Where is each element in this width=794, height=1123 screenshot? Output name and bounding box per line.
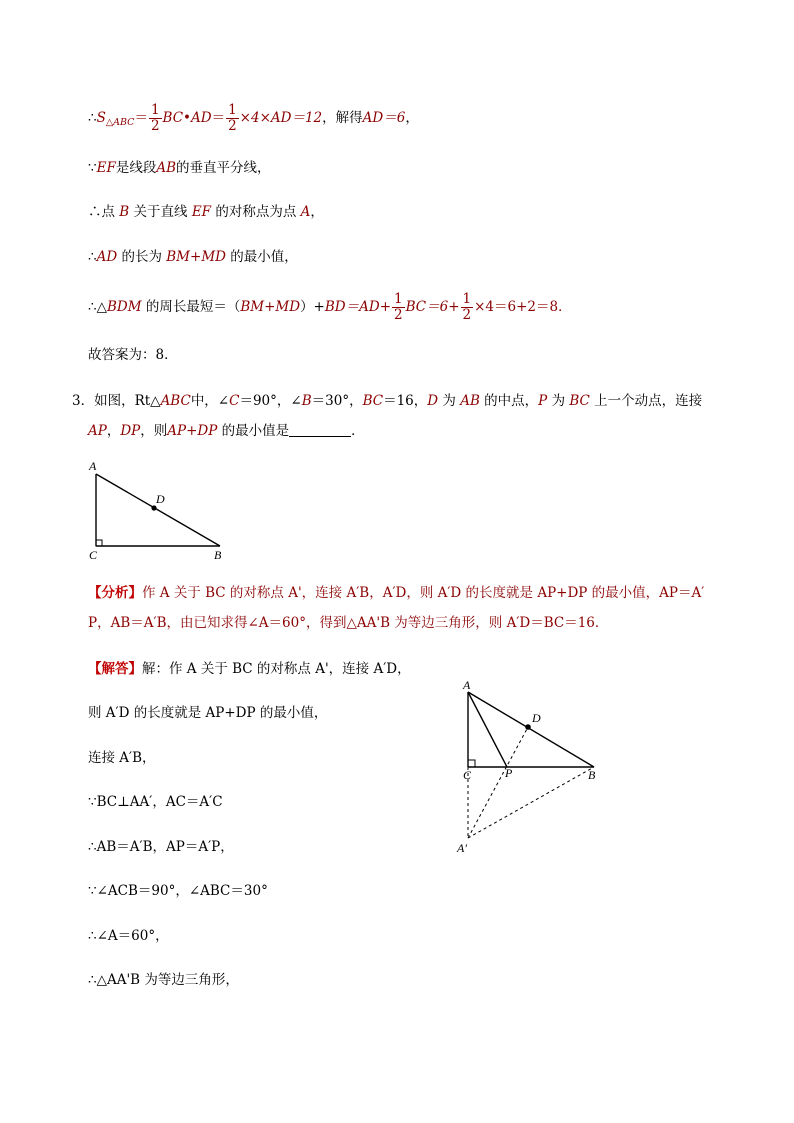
label-b: B: [214, 548, 222, 562]
text: ，则: [140, 423, 168, 439]
text: ∴点: [88, 204, 115, 220]
text: 的垂直平分线，: [176, 160, 271, 176]
text: 是线段: [115, 160, 157, 176]
fraction-half: [461, 292, 474, 323]
fraction-half: [226, 103, 239, 134]
triangle-figure: [84, 455, 234, 565]
fraction-numerator: 1: [394, 291, 403, 307]
question-3-line-1: [72, 391, 702, 411]
solution-line-symmetric: [88, 202, 324, 222]
label-p: P: [505, 766, 513, 780]
fraction-numerator: 1: [462, 291, 472, 307]
text: ，: [310, 204, 324, 220]
area-subscript: △ABC: [105, 117, 135, 128]
segment-a1b: [468, 767, 594, 838]
segment-a1d: [468, 727, 528, 838]
math-expr: BM+MD: [240, 299, 301, 315]
side-ab: [96, 474, 220, 546]
label-a-prime: A′: [457, 841, 467, 855]
answer-line: 故答案为：8．: [88, 347, 178, 363]
answer-line-8: ∴△AA'B 为等边三角形，: [88, 972, 239, 988]
math-expr: ×4＝6+2＝8．: [474, 299, 572, 315]
text: 为: [442, 393, 456, 409]
label-a: A: [89, 459, 97, 473]
reflection-figure: [452, 675, 612, 860]
math-expr: ×4×AD＝12: [239, 110, 323, 126]
answer-line-6: ∵∠ACB＝90°，∠ABC＝30°: [88, 883, 268, 899]
answer-line-5: ∴AB＝A′B，AP＝A′P，: [88, 839, 234, 855]
solution-line-min: [88, 247, 298, 267]
question-3-line-2: [88, 421, 365, 441]
fraction-numerator: 1: [228, 102, 237, 118]
text: ∴△: [88, 299, 107, 315]
right-angle-mark: [468, 760, 475, 767]
math-expr: P: [538, 393, 548, 409]
equals: ＝: [211, 110, 226, 126]
math-expr: BC＝6+: [405, 299, 460, 315]
because-symbol: ∵: [88, 160, 97, 176]
text: ）+: [300, 299, 325, 315]
answer-text: 解：作 A 关于 BC 的对称点 A'，连接 A′D，: [142, 661, 411, 677]
math-expr: ABC: [160, 393, 191, 409]
answer-line-1: [88, 659, 411, 679]
text: 上一个动点，连接: [594, 393, 703, 409]
text: 的最小值，: [230, 249, 298, 265]
label-d: D: [532, 711, 541, 725]
text: ＝30°，: [311, 393, 363, 409]
label-c: C: [463, 768, 472, 782]
math-expr: BD＝AD+: [324, 299, 392, 315]
fraction-numerator: 1: [150, 102, 160, 118]
math-expr: EF: [96, 160, 116, 176]
math-expr: A: [300, 204, 311, 220]
text: 的长为: [121, 249, 162, 265]
text: ＝90°，∠: [239, 393, 302, 409]
answer-line-4: ∵BC⊥AA′，AC＝A′C: [88, 794, 223, 810]
text: 的最小值是: [221, 423, 290, 439]
text: 的中点，: [484, 393, 539, 409]
fraction-denominator: 2: [394, 307, 403, 323]
text: 的周长最短＝（: [145, 299, 241, 315]
answer-line-2: 则 A′D 的长度就是 AP+DP 的最小值，: [88, 705, 328, 721]
fraction-denominator: 2: [462, 307, 472, 323]
text: ＝16，: [383, 393, 428, 409]
text: 的对称点为点: [215, 204, 297, 220]
label-b: B: [588, 768, 596, 782]
therefore-symbol: ∴: [88, 110, 97, 126]
math-expr: B: [119, 204, 130, 220]
math-expr: BC•AD: [162, 110, 212, 126]
right-angle-mark: [96, 540, 102, 546]
equals: ＝: [134, 110, 148, 126]
math-expr: EF: [191, 204, 212, 220]
text: 关于直线: [133, 204, 188, 220]
math-expr: AB: [156, 160, 176, 176]
area-symbol: S: [96, 110, 106, 126]
math-expr: DP: [120, 423, 141, 439]
solution-line-bisector: [88, 158, 271, 178]
answer-blank[interactable]: [289, 422, 351, 437]
therefore-symbol: ∴: [88, 249, 97, 265]
fraction-half: [392, 292, 405, 323]
text: ，解得: [322, 110, 363, 126]
answer-line-7: ∴∠A＝60°，: [88, 928, 169, 944]
fraction-denominator: 2: [228, 118, 237, 134]
question-number: 3．如图，Rt△: [72, 393, 161, 409]
math-expr: BDM: [106, 299, 142, 315]
label-c: C: [89, 548, 98, 562]
fraction-half: [149, 103, 162, 134]
analysis-text: 作 A 关于 BC 的对称点 A'，连接 A′B，A′D，则 A′D 的长度就是 AP+DP 的最小值，AP＝A′: [142, 585, 705, 601]
text: ，: [106, 423, 121, 439]
text: ，: [405, 110, 419, 126]
point-d: [525, 724, 531, 730]
fraction-denominator: 2: [150, 118, 160, 134]
math-expr: AP+DP: [167, 423, 218, 439]
text: 为: [551, 393, 566, 409]
analysis-line-1: [88, 583, 704, 603]
answer-line-3: 连接 A′B，: [88, 750, 156, 766]
math-expr: AD: [96, 249, 118, 265]
math-expr: BC: [569, 393, 590, 409]
label-d: D: [156, 492, 165, 506]
answer-tag: 【解答】: [88, 661, 142, 677]
solution-line-perimeter: [88, 292, 572, 323]
label-a: A: [463, 678, 471, 692]
math-expr: D: [427, 393, 439, 409]
analysis-tag: 【分析】: [88, 585, 142, 601]
analysis-line-2: P，AB＝A′B，由已知求得∠A＝60°，得到△AA'B 为等边三角形，则 A′D＝BC＝16．: [88, 615, 609, 631]
point-d: [151, 505, 156, 510]
text: ．: [351, 423, 365, 439]
solution-line-area: [88, 103, 419, 134]
math-expr: AP: [88, 423, 107, 439]
math-expr: BM+MD: [166, 249, 226, 265]
text: 中，∠: [190, 393, 230, 409]
math-expr: BC: [362, 393, 384, 409]
math-expr: AD＝6: [362, 110, 406, 126]
math-expr: C: [229, 393, 240, 409]
math-expr: B: [301, 393, 312, 409]
math-expr: AB: [460, 393, 480, 409]
